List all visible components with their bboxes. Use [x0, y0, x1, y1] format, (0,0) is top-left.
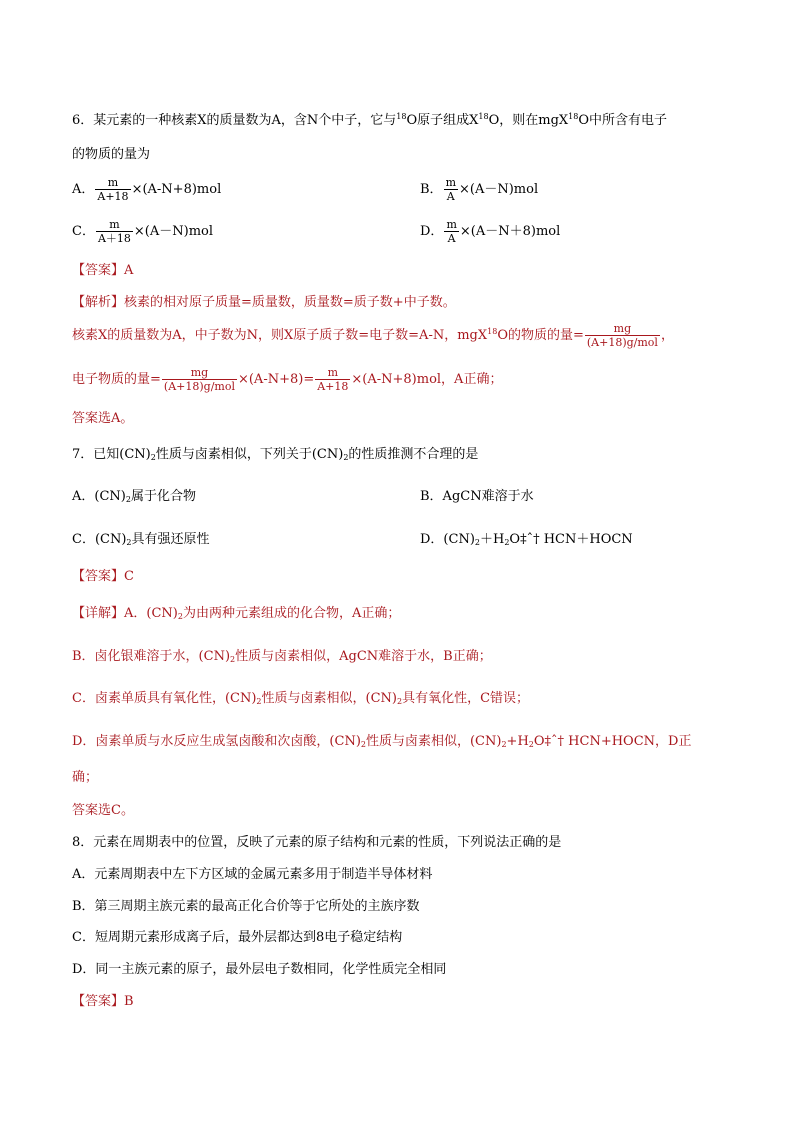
- fraction: [444, 218, 458, 245]
- q8-option-b: B．第三周期主族元素的最高正化合价等于它所处的主族序数: [72, 899, 420, 914]
- q7-option-d: [420, 531, 633, 552]
- q7-option-b: B．AgCN难溶于水: [420, 489, 534, 504]
- detail-text: O‡ˆ† HCN+HOCN，D正: [533, 734, 692, 749]
- detail-text: 性质与卤素相似，(CN): [261, 691, 397, 706]
- q6-stem-line2: 的物质的量为: [72, 147, 151, 162]
- detail-text: A．(CN): [124, 606, 178, 621]
- q6-stem-text: O中所含有电子: [578, 113, 668, 128]
- subscript: 2: [504, 538, 510, 547]
- analysis-text: 核素X的质量数为A，中子数为N，则X原子质子数=电子数=A-N，mgX: [72, 328, 488, 343]
- q6-stem-text: O原子组成X: [406, 113, 479, 128]
- denominator: A＋18: [97, 232, 131, 245]
- denominator: A: [444, 231, 458, 245]
- q6-options-row2: [72, 218, 561, 245]
- q6-stem-text: 6．某元素的一种核素X的质量数为A，含N个中子，它与: [72, 113, 397, 128]
- detail-text: 性质与卤素相似，(CN): [365, 734, 502, 749]
- detail-text: +H: [506, 734, 529, 749]
- q7-option-c: [72, 532, 210, 547]
- denominator: A+18: [97, 190, 129, 203]
- q6-analysis-line2: [72, 322, 674, 349]
- superscript: 18: [478, 112, 489, 121]
- numerator: m: [446, 218, 457, 231]
- q7-detail-d-cont: 确；: [72, 770, 99, 785]
- option-text: C．(CN): [72, 532, 127, 547]
- q7-stem-text: 性质与卤素相似，下列关于(CN): [155, 447, 344, 462]
- q7-detail-d: [72, 733, 691, 754]
- analysis-text: ×(A-N+8)mol，A正确；: [351, 372, 503, 387]
- q7-options-row1: [72, 488, 534, 509]
- numerator: m: [107, 176, 119, 189]
- option-text: ×(A－N)mol: [459, 182, 539, 197]
- analysis-text: ，: [660, 328, 674, 343]
- fraction: [96, 218, 133, 245]
- subscript: 2: [474, 538, 480, 547]
- detail-tag: 【详解】: [72, 606, 125, 621]
- option-text: A．(CN): [72, 489, 126, 504]
- fraction: [315, 366, 350, 393]
- option-text: O‡ˆ† HCN＋HOCN: [509, 532, 633, 547]
- q8-option-c: C．短周期元素形成离子后，最外层都达到8电子稳定结构: [72, 930, 403, 945]
- q8-option-d: D．同一主族元素的原子，最外层电子数相同，化学性质完全相同: [72, 962, 447, 977]
- subscript: 2: [396, 697, 403, 706]
- denominator: A: [444, 189, 458, 203]
- q6-option-a: [72, 176, 222, 203]
- denominator: A+18: [317, 380, 349, 393]
- q7-conclusion: 答案选C。: [72, 803, 134, 818]
- q8-stem: 8．元素在周期表中的位置，反映了元素的原子结构和元素的性质，下列说法正确的是: [72, 835, 562, 850]
- option-label: D．: [420, 224, 444, 239]
- analysis-text: 核素的相对原子质量=质量数，质量数=质子数+中子数。: [124, 295, 456, 310]
- denominator: (A+18)g/mol: [586, 336, 658, 349]
- subscript: 2: [126, 538, 132, 547]
- answer-tag: 【答案】: [72, 263, 125, 278]
- subscript: 2: [343, 453, 349, 462]
- superscript: 18: [568, 112, 579, 121]
- q6-option-d: [420, 218, 560, 245]
- numerator: m: [445, 176, 456, 189]
- analysis-text: 电子物质的量=: [72, 372, 161, 387]
- numerator: m: [109, 218, 120, 231]
- q7-detail-a: [72, 605, 400, 626]
- detail-text: B．卤化银难溶于水，(CN): [72, 649, 231, 664]
- q6-option-c: [72, 218, 214, 245]
- numerator: mg: [190, 366, 209, 379]
- q6-conclusion: 答案选A。: [72, 411, 134, 426]
- q7-detail-c: [72, 690, 529, 711]
- q7-stem: [72, 446, 478, 467]
- answer-value: A: [124, 263, 134, 278]
- option-text: ×(A－N)mol: [133, 224, 214, 239]
- subscript: 2: [256, 697, 262, 706]
- detail-text: 具有氧化性，C错误；: [402, 691, 530, 706]
- subscript: 2: [501, 740, 507, 749]
- answer-tag: 【答案】: [72, 994, 125, 1009]
- q6-analysis-line1: [72, 294, 456, 312]
- q8-answer: [72, 993, 134, 1011]
- detail-text: 性质与卤素相似，AgCN难溶于水，B正确；: [235, 649, 492, 664]
- q8-option-a: A．元素周期表中左下方区域的金属元素多用于制造半导体材料: [72, 867, 433, 882]
- q6-options-row1: [72, 176, 539, 203]
- q7-stem-text: 7．已知(CN): [72, 447, 151, 462]
- q7-detail-b: [72, 648, 492, 669]
- detail-text: 为由两种元素组成的化合物，A正确；: [182, 606, 401, 621]
- subscript: 2: [230, 655, 236, 664]
- superscript: 18: [396, 112, 407, 121]
- q6-answer: [72, 262, 133, 280]
- q7-stem-text: 的性质推测不合理的是: [348, 447, 479, 462]
- answer-value: B: [124, 994, 134, 1009]
- option-text: ＋H: [479, 532, 505, 547]
- option-text: D．(CN): [420, 532, 475, 547]
- q7-answer: [72, 568, 134, 586]
- subscript: 2: [125, 495, 131, 504]
- answer-tag: 【答案】: [72, 569, 125, 584]
- q6-analysis-line3: [72, 366, 502, 393]
- q7-option-a: [72, 489, 196, 504]
- option-text: 属于化合物: [130, 489, 196, 504]
- option-label: C．: [72, 224, 95, 239]
- q6-stem-line1: [72, 108, 667, 130]
- fraction: [162, 366, 237, 393]
- option-text: 具有强还原性: [131, 532, 210, 547]
- option-text: ×(A－N＋8)mol: [459, 224, 561, 239]
- analysis-text: O的物质的量=: [497, 328, 584, 343]
- superscript: 18: [487, 327, 498, 336]
- subscript: 2: [177, 612, 183, 621]
- fraction: [585, 322, 660, 349]
- q6-stem-text: O，则在mgX: [488, 113, 569, 128]
- detail-text: C．卤素单质具有氧化性，(CN): [72, 691, 257, 706]
- fraction: [444, 176, 458, 203]
- numerator: mg: [613, 322, 632, 335]
- option-text: ×(A-N+8)mol: [131, 182, 222, 197]
- subscript: 2: [360, 740, 366, 749]
- fraction: [95, 176, 130, 203]
- subscript: 2: [150, 453, 156, 462]
- option-label: A．: [72, 182, 95, 197]
- analysis-tag: 【解析】: [72, 295, 125, 310]
- subscript: 2: [528, 740, 534, 749]
- option-label: B．: [420, 182, 443, 197]
- numerator: m: [327, 366, 339, 379]
- denominator: (A+18)g/mol: [163, 380, 235, 393]
- answer-value: C: [124, 569, 134, 584]
- analysis-text: ×(A-N+8)=: [237, 372, 315, 387]
- detail-text: D．卤素单质与水反应生成氢卤酸和次卤酸，(CN): [72, 734, 361, 749]
- q6-option-b: [420, 176, 538, 203]
